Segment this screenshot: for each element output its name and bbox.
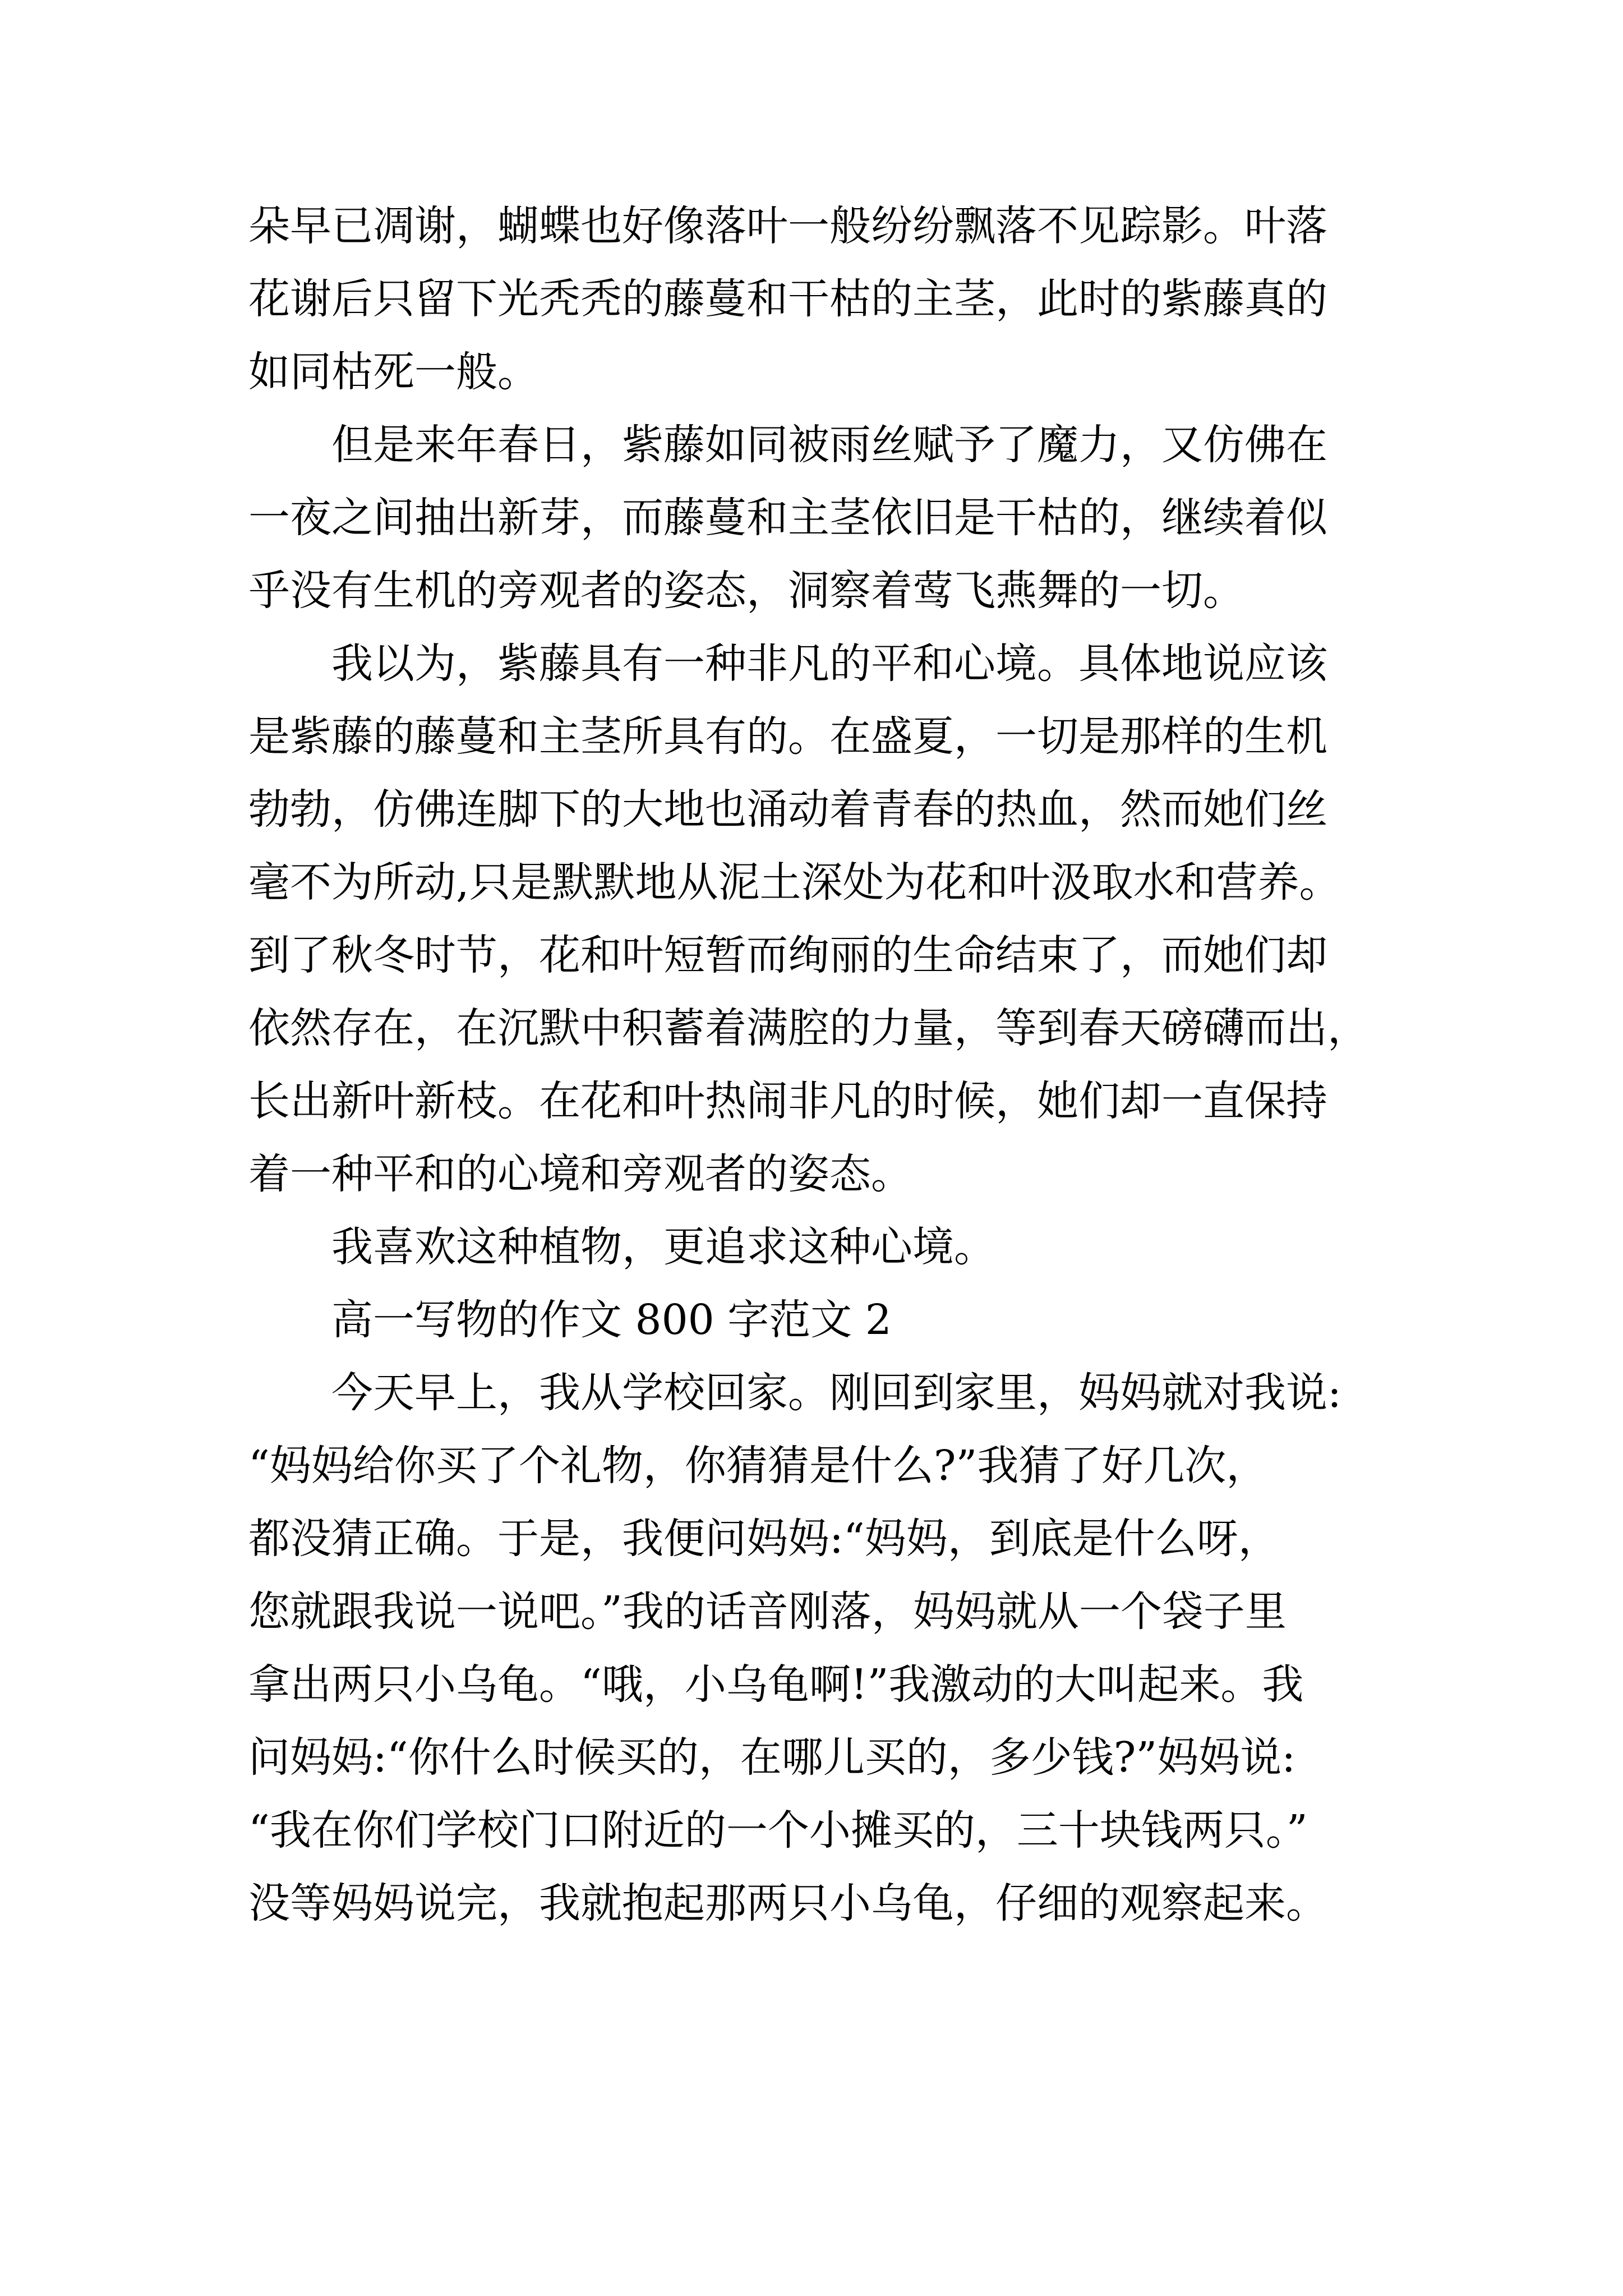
text-line: 依然存在，在沉默中积蓄着满腔的力量，等到春天磅礴而出， <box>248 1004 1369 1052</box>
text-line: 乎没有生机的旁观者的姿态，洞察着莺飞燕舞的一切。 <box>248 567 1244 615</box>
text-line: 如同枯死一般。 <box>248 348 539 396</box>
text-line: 但是来年春日，紫藤如同被雨丝赋予了魔力，又仿佛在 <box>248 421 1327 469</box>
text-line: 我喜欢这种植物，更追求这种心境。 <box>248 1223 995 1271</box>
text-line: 勃勃，仿佛连脚下的大地也涌动着青春的热血，然而她们丝 <box>248 785 1327 834</box>
text-line: 一夜之间抽出新芽，而藤蔓和主茎依旧是干枯的，继续着似 <box>248 494 1327 542</box>
text-line: 是紫藤的藤蔓和主茎所具有的。在盛夏，一切是那样的生机 <box>248 712 1327 761</box>
text-line: “妈妈给你买了个礼物，你猜猜是什么?”我猜了好几次， <box>248 1442 1268 1490</box>
essay-body <box>248 190 1381 1940</box>
text-line: 问妈妈:“你什么时候买的，在哪儿买的，多少钱?”妈妈说: <box>248 1733 1296 1782</box>
text-line: 朵早已凋谢，蝴蝶也好像落叶一般纷纷飘落不见踪影。叶落 <box>248 202 1327 250</box>
text-line: 您就跟我说一说吧。”我的话音刚落，妈妈就从一个袋子里 <box>248 1588 1287 1636</box>
text-line: 我以为，紫藤具有一种非凡的平和心境。具体地说应该 <box>248 639 1327 688</box>
text-line: 长出新叶新枝。在花和叶热闹非凡的时候，她们却一直保持 <box>248 1077 1327 1125</box>
section-title: 高一写物的作文 800 字范文 2 <box>248 1296 892 1344</box>
text-line: 都没猜正确。于是，我便问妈妈:“妈妈，到底是什么呀， <box>248 1515 1280 1563</box>
text-line: 花谢后只留下光秃秃的藤蔓和干枯的主茎，此时的紫藤真的 <box>248 275 1327 323</box>
text-line: 今天早上，我从学校回家。刚回到家里，妈妈就对我说: <box>248 1369 1341 1417</box>
text-line: “我在你们学校门口附近的一个小摊买的，三十块钱两只。” <box>248 1806 1308 1855</box>
text-line: 毫不为所动,只是默默地从泥土深处为花和叶汲取水和营养。 <box>248 858 1341 907</box>
text-line: 没等妈妈说完，我就抱起那两只小乌龟，仔细的观察起来。 <box>248 1879 1327 1927</box>
text-line: 拿出两只小乌龟。“哦，小乌龟啊!”我激动的大叫起来。我 <box>248 1660 1304 1709</box>
text-line: 着一种平和的心境和旁观者的姿态。 <box>248 1150 912 1198</box>
text-line: 到了秋冬时节，花和叶短暂而绚丽的生命结束了，而她们却 <box>248 931 1327 979</box>
